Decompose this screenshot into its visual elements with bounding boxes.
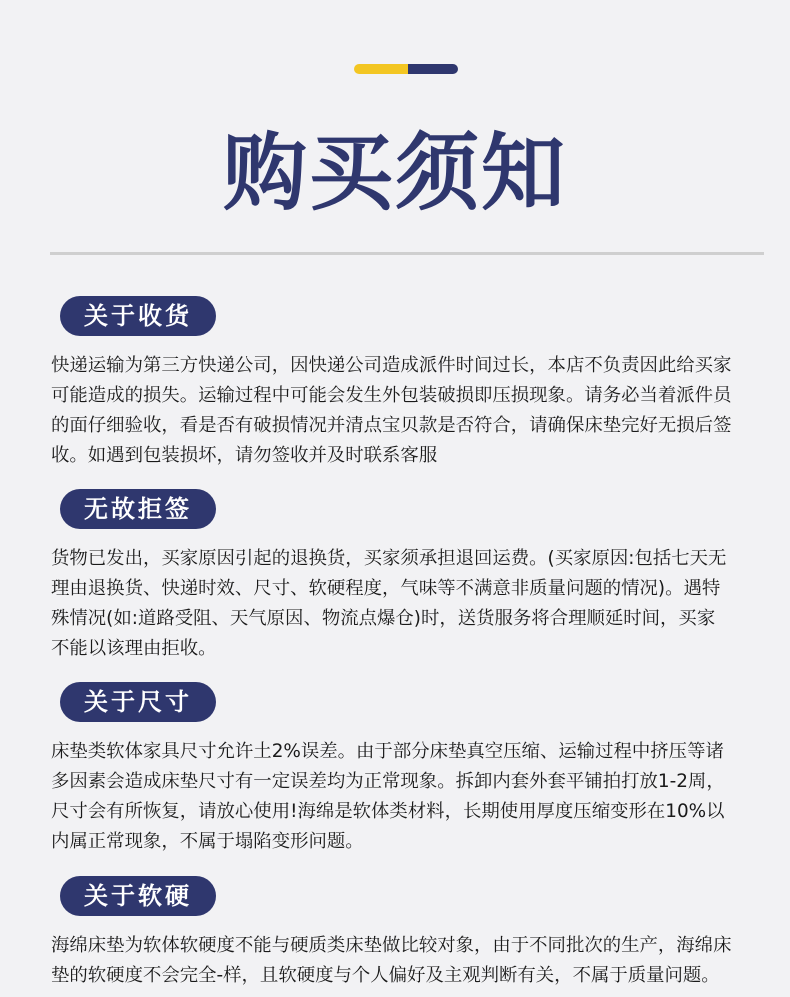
page-title: 购买须知 (222, 124, 567, 222)
section-body-size: 床垫类软体家具尺寸允许土2%误差。由于部分床垫真空压缩、运输过程中挤压等诸 多因素会造成床垫尺寸有一定误差均为正常现象。拆卸内套外套平铺拍打放1-2周， 尺寸会有所恢复，请放心使用!海绵是软体类材料，长期使用厚度压缩变形在10%以 内属正常现象，不属于塌陷变形问题。 (51, 741, 725, 852)
section-body-receiving: 快递运输为第三方快递公司，因快递公司造成派件时间过长，本店不负责因此给买家 可能造成的损失。运输过程中可能会发生外包装破损即压损现象。请务必当着派件员 的面仔细验收，看是否有破损情况并清点宝贝款是否符合，请确保床垫完好无损后签 收。如遇到包装损坏，请勿签收并及时联系客服 (51, 355, 732, 466)
section-body-firmness: 海绵床垫为软体软硬度不能与硬质类床垫做比较对象，由于不同批次的生产，海绵床 垫的软硬度不会完全-样，且软硬度与个人偏好及主观判断有关，不属于质量问题。 (51, 935, 732, 986)
title-divider (50, 252, 764, 255)
title-decoration-bar (354, 64, 458, 74)
section-body-refusal: 货物已发出，买家原因引起的退换货，买家须承担退回运费。(买家原因:包括七天无 理由退换货、快递时效、尺寸、软硬程度，气味等不满意非质量问题的情况)。遇特 殊情况(如:道路受阻、天气原因、物流点爆仓)时，送货服务将合理顺延时间，买家 不能以该理由拒收。 (51, 548, 727, 659)
section-heading-receiving: 关于收货 (60, 296, 216, 336)
section-heading-firmness: 关于软硬 (60, 876, 216, 916)
section-heading-size: 关于尺寸 (60, 682, 216, 722)
decoration-navy-segment (408, 64, 458, 74)
section-heading-refusal: 无故拒签 (60, 489, 216, 529)
decoration-yellow-segment (354, 64, 408, 74)
